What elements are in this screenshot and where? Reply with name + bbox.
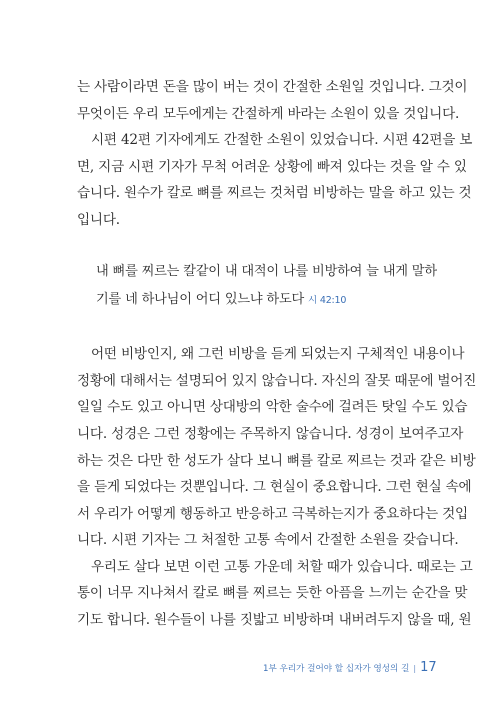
- footer-separator: |: [413, 664, 417, 673]
- paragraph-line: 습니다. 원수가 칼로 뼈를 찌르는 것처럼 비방하는 말을 하고 있는 것: [77, 185, 472, 201]
- paragraph-line: 우리도 살다 보면 이런 고통 가운데 처할 때가 있습니다. 때로는 고: [91, 559, 473, 575]
- paragraph-line: 입니다.: [77, 212, 120, 228]
- part-title: 1부 우리가 걸어야 할 십자가 영성의 길: [263, 664, 410, 674]
- paragraph-line: 통이 너무 지나쳐서 칼로 뼈를 찌르는 듯한 아픔을 느끼는 순간을 맞: [77, 585, 468, 601]
- paragraph-line: 니다. 시편 기자는 그 처절한 고통 속에서 간절한 소원을 갖습니다.: [77, 532, 459, 548]
- paragraph-line: 서 우리가 어떻게 행동하고 반응하고 극복하는지가 중요하다는 것입: [77, 506, 468, 522]
- paragraph-line: 을 듣게 되었다는 것뿐입니다. 그 현실이 중요합니다. 그런 현실 속에: [77, 479, 472, 495]
- paragraph-line: 는 사람이라면 돈을 많이 버는 것이 간절한 소원일 것입니다. 그것이: [77, 79, 468, 95]
- paragraph-line: 니다. 성경은 그런 정황에는 주목하지 않습니다. 성경이 보여주고자: [77, 426, 464, 442]
- scripture-reference: 시 42:10: [308, 295, 347, 306]
- page-number: 17: [420, 660, 437, 675]
- paragraph-line: 시편 42편 기자에게도 간절한 소원이 있었습니다. 시편 42편을 보: [91, 132, 473, 148]
- paragraph-line: 기도 합니다. 원수들이 나를 짓밟고 비방하며 내버려두지 않을 때, 원: [77, 612, 472, 628]
- paragraph-line: 어떤 비방인지, 왜 그런 비방을 듣게 되었는지 구체적인 내용이나: [91, 346, 465, 362]
- scripture-quote-text: 기를 네 하나님이 어디 있느냐 하도다: [96, 292, 305, 307]
- paragraph-line: 면, 지금 시편 기자가 무척 어려운 상황에 빠져 있다는 것을 알 수 있: [77, 159, 467, 175]
- page-footer: [263, 656, 437, 675]
- paragraph-line: 하는 것은 다만 한 성도가 살다 보니 뼈를 칼로 찌르는 것과 같은 비방: [77, 453, 476, 469]
- paragraph-line: 무엇이든 우리 모두에게는 간절하게 바라는 소원이 있을 것입니다.: [77, 106, 460, 122]
- paragraph-line: 정황에 대해서는 설명되어 있지 않습니다. 자신의 잘못 때문에 벌어진: [77, 373, 477, 389]
- scripture-quote-line: [96, 290, 346, 311]
- paragraph-line: 일일 수도 있고 아니면 상대방의 악한 술수에 걸려든 탓일 수도 있습: [77, 399, 468, 415]
- scripture-quote-line: 내 뼈를 찌르는 칼같이 내 대적이 나를 비방하여 늘 내게 말하: [96, 264, 437, 279]
